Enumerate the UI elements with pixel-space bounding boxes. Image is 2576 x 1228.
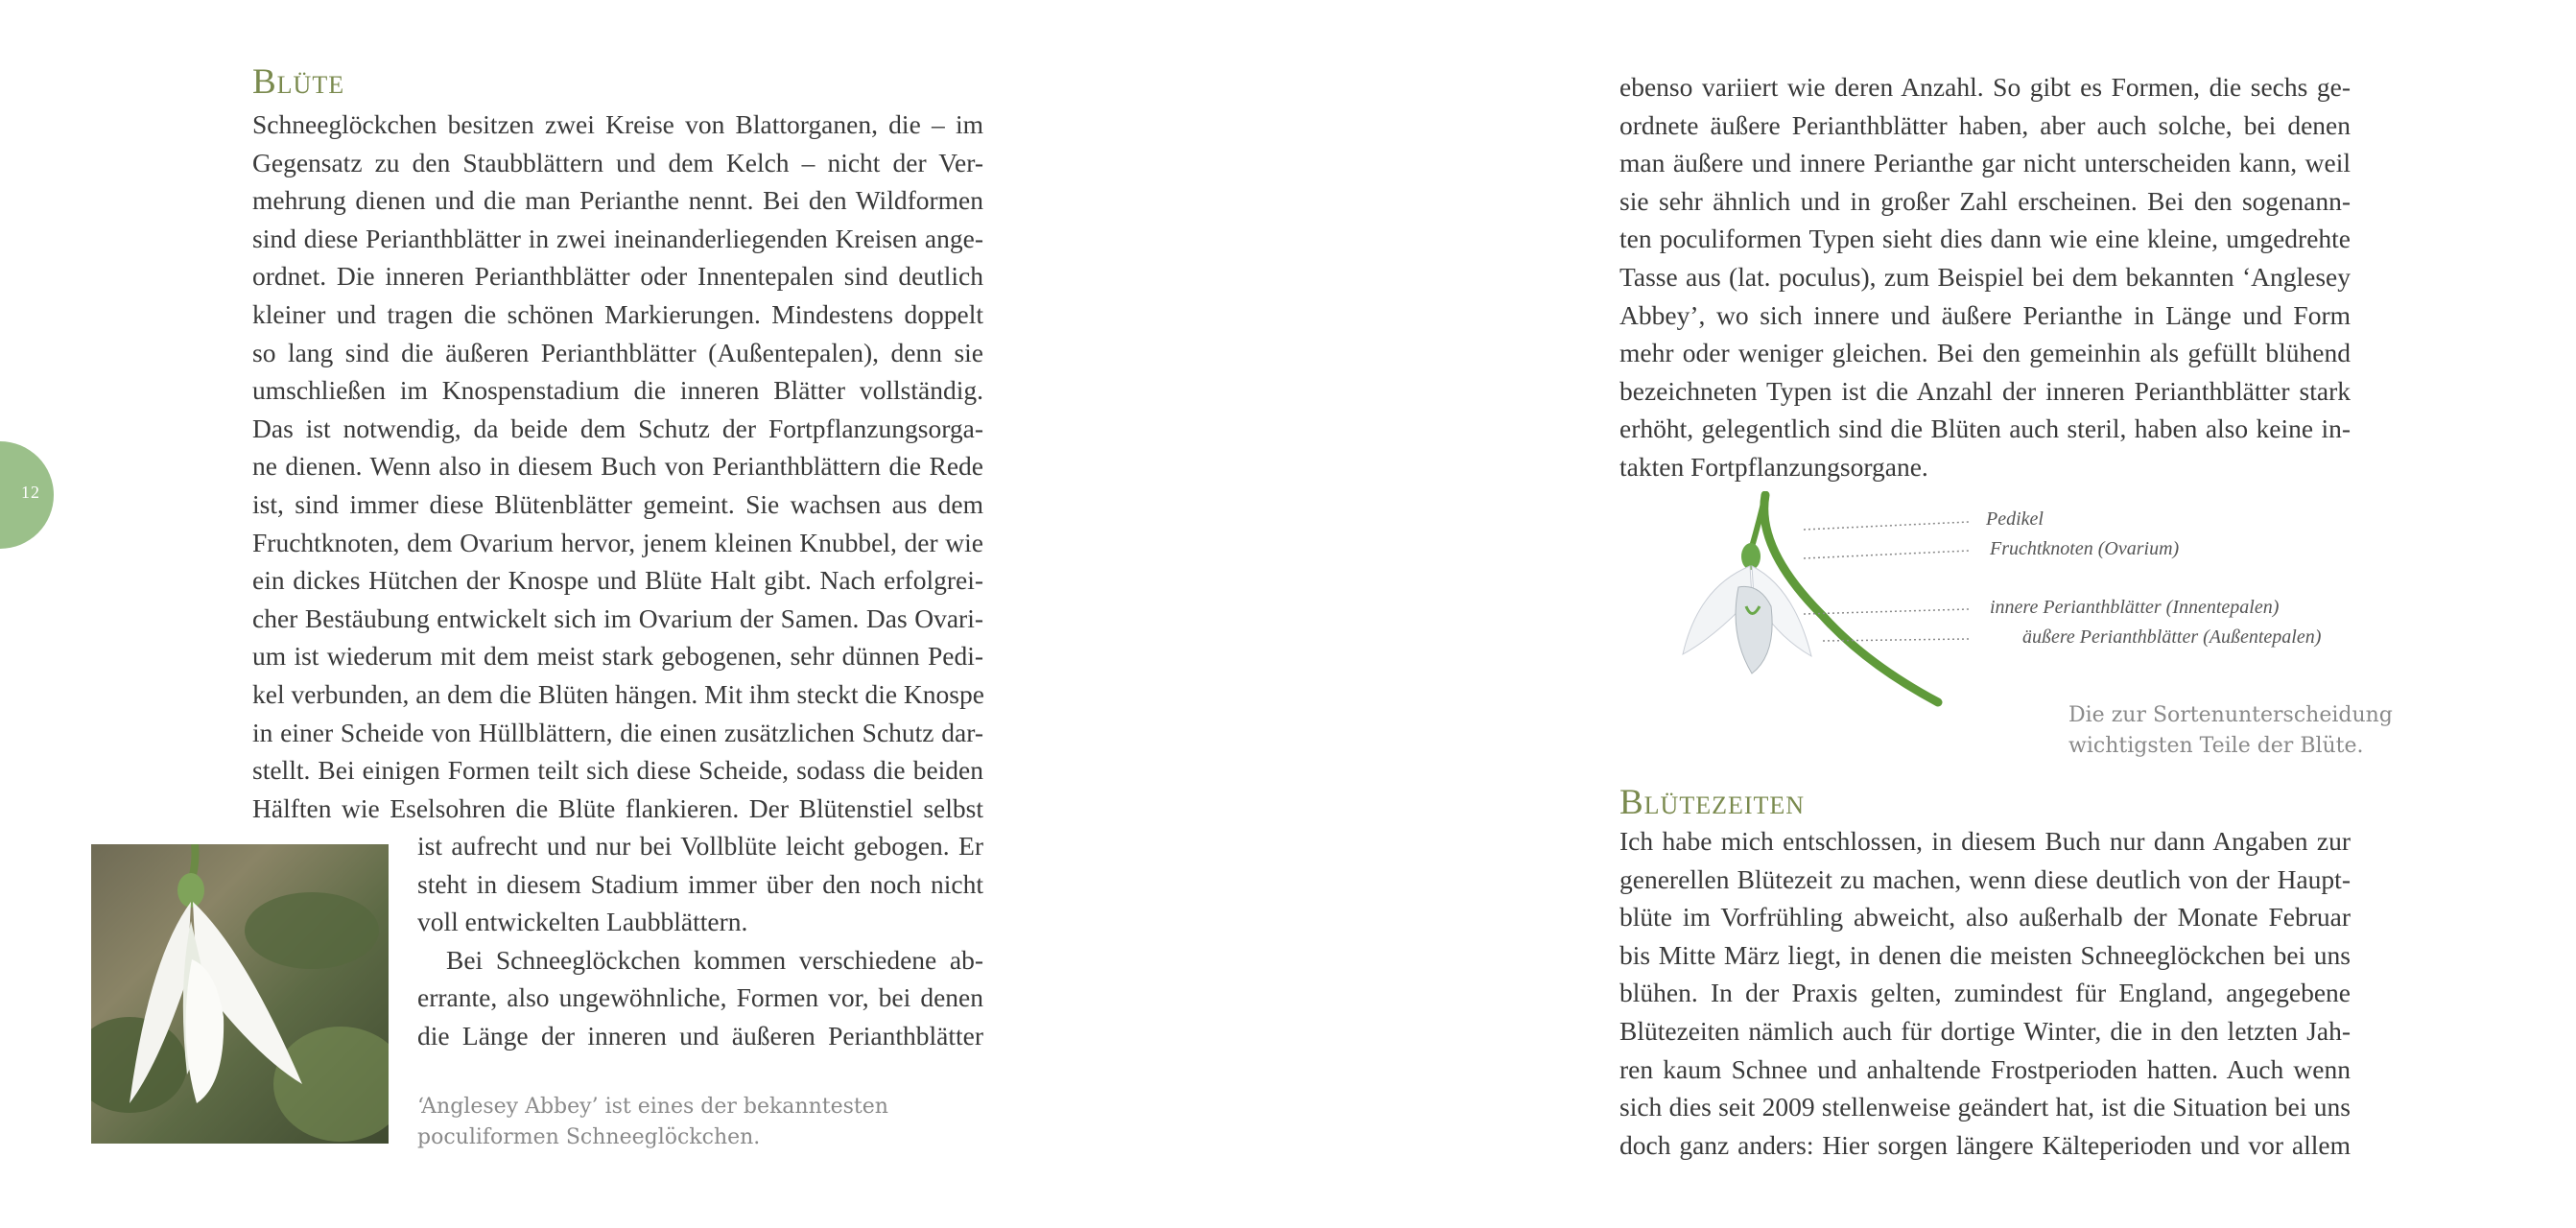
text-line: umschließen im Knospenstadium die inneren Blätter vollständig. <box>252 375 983 406</box>
text-line: ten poculiformen Typen sieht dies dann wie eine kleine, umgedrehte <box>1619 224 2351 254</box>
text-line: Das ist notwendig, da beide dem Schutz der Fortpflanzungsorga- <box>252 413 983 443</box>
text-line: in einer Scheide von Hüllblättern, die einen zusätzlichen Schutz dar- <box>252 717 983 747</box>
text-line: cher Bestäubung entwickelt sich im Ovarium der Samen. Das Ovari- <box>252 602 983 633</box>
text-line: generellen Blütezeit zu machen, wenn diese deutlich von der Haupt- <box>1619 863 2351 894</box>
text-line: bezeichneten Typen ist die Anzahl der inneren Perianthblätter stark <box>1619 375 2351 406</box>
snowdrop-photo-illustration <box>91 844 389 1144</box>
text-line: doch ganz anders: Hier sorgen längere Kälteperioden und vor allem <box>1619 1129 2351 1160</box>
text-line: mehrung dienen und die man Perianthe nennt. Bei den Wildformen <box>252 185 983 216</box>
text-line: Fruchtknoten, dem Ovarium hervor, jenem kleinen Knubbel, der wie <box>252 527 983 557</box>
snowdrop-photo <box>91 844 389 1144</box>
text-line: bis Mitte März liegt, in denen die meisten Schneeglöckchen bei uns <box>1619 939 2351 970</box>
text-line: die Länge der inneren und äußeren Perianthblätter <box>417 1021 983 1051</box>
text-line: ein dickes Hütchen der Knospe und Blüte Halt gibt. Nach erfolgrei- <box>252 565 983 596</box>
photo-caption-line-1: ‘Anglesey Abbey’ ist eines der bekanntesten <box>417 1095 888 1119</box>
text-line: voll entwickelten Laubblättern. <box>417 907 748 937</box>
diagram-label-innere-perianthblaetter: innere Perianthblätter (Innentepalen) <box>1990 597 2280 618</box>
text-line: kleiner und tragen die schönen Markierungen. Mindestens doppelt <box>252 299 983 329</box>
text-line: ist aufrecht und nur bei Vollblüte leicht gebogen. Er <box>417 831 983 861</box>
text-line: erhöht, gelegentlich sind die Blüten auch steril, haben also keine in- <box>1619 413 2351 444</box>
text-line: ordnet. Die inneren Perianthblätter oder Innentepalen sind deutlich <box>252 261 983 292</box>
text-line: ebenso variiert wie deren Anzahl. So gibt es Formen, die sechs ge- <box>1619 72 2351 102</box>
text-line: man äußere und innere Perianthe gar nicht unterscheiden kann, weil <box>1619 148 2351 178</box>
photo-caption-line-2: poculiformen Schneeglöckchen. <box>417 1125 761 1149</box>
page-number: 12 <box>21 483 40 502</box>
text-line: Hälften wie Eselsohren die Blüte flankieren. Der Blütenstiel selbst <box>252 792 983 823</box>
text-line: steht in diesem Stadium immer über den noch nicht <box>417 868 983 899</box>
section-heading-bluetezeiten: Blütezeiten <box>1619 783 1806 822</box>
text-line: um ist wiederum mit dem meist stark gebogenen, sehr dünnen Pedi- <box>252 641 983 672</box>
text-line: ne dienen. Wenn also in diesem Buch von Perianthblättern die Rede <box>252 451 983 482</box>
text-line: Ich habe mich entschlossen, in diesem Buch nur dann Angaben zur <box>1619 826 2351 856</box>
diagram-leader-lines <box>1804 508 1976 652</box>
text-line: Tasse aus (lat. poculus), zum Beispiel bei dem bekannten ‘Anglesey <box>1619 262 2351 292</box>
text-line: takten Fortpflanzungsorgane. <box>1619 452 1928 482</box>
text-line: sich dies seit 2009 stellenweise geändert hat, ist die Situation bei uns <box>1619 1092 2351 1122</box>
text-line: so lang sind die äußeren Perianthblätter (Außentepalen), denn sie <box>252 337 983 367</box>
text-line: Gegensatz zu den Staubblättern und dem Kelch – nicht der Ver- <box>252 147 983 177</box>
text-line: stellt. Bei einigen Formen teilt sich diese Scheide, sodass die beiden <box>252 755 983 786</box>
diagram-label-aeussere-perianthblaetter: äußere Perianthblätter (Außentepalen) <box>2022 626 2322 648</box>
text-line: sie sehr ähnlich und in großer Zahl erscheinen. Bei den sogenann- <box>1619 185 2351 216</box>
text-line: ren kaum Schnee und anhaltende Frostperioden hatten. Auch wenn <box>1619 1053 2351 1084</box>
text-line: kel verbunden, an dem die Blüten hängen. Mit ihm steckt die Knospe <box>252 679 984 709</box>
text-line: Bei Schneeglöckchen kommen verschiedene ab- <box>446 944 983 975</box>
text-line: Blütezeiten nämlich auch für dortige Winter, die in den letzten Jah- <box>1619 1016 2351 1046</box>
diagram-label-pedikel: Pedikel <box>1986 508 2044 530</box>
text-line: ist, sind immer diese Blütenblätter gemeint. Sie wachsen aus dem <box>252 489 983 519</box>
text-line: errante, also ungewöhnliche, Formen vor, bei denen <box>417 982 983 1013</box>
diagram-label-fruchtknoten: Fruchtknoten (Ovarium) <box>1990 538 2180 559</box>
diagram-caption-line-1: Die zur Sortenunterscheidung <box>2068 703 2393 727</box>
text-line: sind diese Perianthblätter in zwei ineinanderliegenden Kreisen ange- <box>252 223 983 253</box>
text-line: blüte im Vorfrühling abweicht, also außerhalb der Monate Februar <box>1619 902 2351 933</box>
text-line: mehr oder weniger gleichen. Bei den gemeinhin als gefüllt blühend <box>1619 338 2351 368</box>
text-line: Abbey’, wo sich innere und äußere Perianthe in Länge und Form <box>1619 299 2351 330</box>
section-heading-bluete: Blüte <box>252 62 345 102</box>
text-line: Schneeglöckchen besitzen zwei Kreise von Blattorganen, die – im <box>252 109 983 139</box>
diagram-caption-line-2: wichtigsten Teile der Blüte. <box>2068 734 2364 758</box>
text-line: ordnete äußere Perianthblätter haben, aber auch solche, bei denen <box>1619 109 2351 140</box>
text-line: blühen. In der Praxis gelten, zumindest für England, angegebene <box>1619 978 2351 1008</box>
